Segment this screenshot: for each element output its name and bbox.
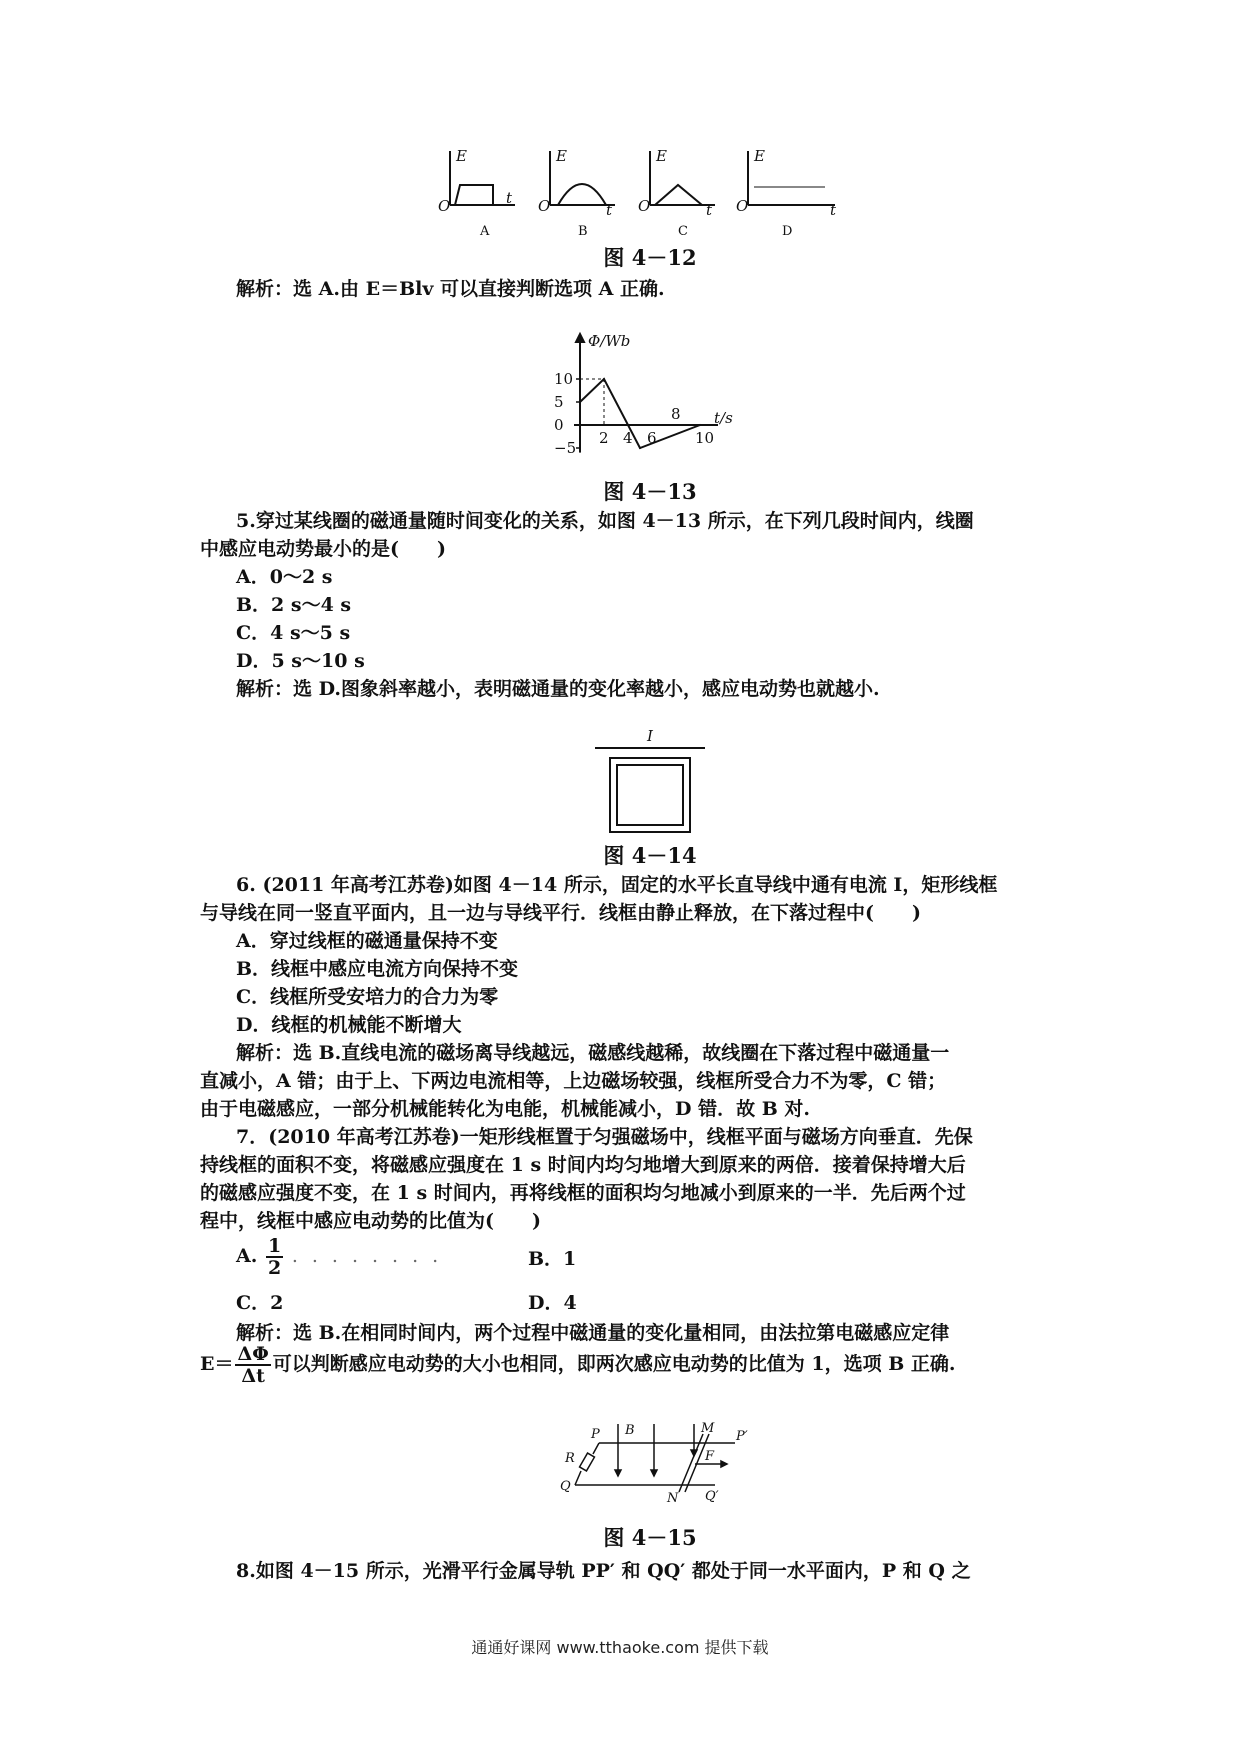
q7-option-a-fraction xyxy=(266,1236,283,1278)
q7-option-c: C．2 xyxy=(236,1292,284,1314)
q5-option-b: B．2 s～4 s xyxy=(236,594,352,616)
origin-label-c: O xyxy=(638,197,651,215)
x-tick-label: 8 xyxy=(671,405,681,423)
option-label-d: D xyxy=(782,224,793,239)
q5-stem-line2: 中感应电动势最小的是( ) xyxy=(200,538,446,560)
axis-e-label-b: E xyxy=(556,147,567,165)
origin-label-d: O xyxy=(736,197,749,215)
y-tick-label: 0 xyxy=(554,416,564,434)
label-n: N xyxy=(667,1491,679,1506)
label-b: B xyxy=(625,1423,635,1438)
figure-caption-4-12: 图 4－12 xyxy=(603,245,697,270)
x-tick-label: 4 xyxy=(623,429,633,447)
q7-stem-line3: 的磁感应强度不变，在 1 s 时间内，再将线框的面积均匀地减小到原来的一半．先后两个过 xyxy=(200,1182,966,1204)
axis-e-label-d: E xyxy=(754,147,765,165)
q6-option-a: A．穿过线框的磁通量保持不变 xyxy=(236,930,498,952)
x-tick-label: 10 xyxy=(695,429,715,447)
q7-stem-line1: 7．(2010 年高考江苏卷)一矩形线框置于匀强磁场中，线框平面与磁场方向垂直．先保 xyxy=(236,1126,973,1148)
current-label: I xyxy=(647,727,653,745)
q7-analysis-line2 xyxy=(200,1344,956,1386)
q7-option-d: D．4 xyxy=(528,1292,577,1314)
flux-series-line xyxy=(580,379,700,448)
q6-stem-line2: 与导线在同一竖直平面内，且一边与导线平行．线框由静止释放，在下落过程中( ) xyxy=(200,902,921,924)
q7-option-a-denominator: 2 xyxy=(267,1257,282,1279)
axis-t-label-c: t xyxy=(706,201,713,219)
q6-option-c: C．线框所受安培力的合力为零 xyxy=(236,986,499,1008)
axis-e-label-c: E xyxy=(656,147,667,165)
q7-analysis-text: 可以判断感应电动势的大小也相同，即两次感应电动势的比值为 1，选项 B 正确. xyxy=(272,1353,956,1375)
x-tick-label: 2 xyxy=(599,429,609,447)
origin-label-a: O xyxy=(438,197,451,215)
option-label-c: C xyxy=(678,224,688,239)
q8-stem-line1: 8.如图 4－15 所示，光滑平行金属导轨 PP′ 和 QQ′ 都处于同一水平面内，P 和 Q 之 xyxy=(236,1560,971,1582)
q5-option-a: A．0～2 s xyxy=(236,566,333,588)
option-label-b: B xyxy=(578,224,588,239)
q7-option-b: B．1 xyxy=(528,1248,577,1270)
page-footer: 通通好课网 www.tthaoke.com 提供下载 xyxy=(471,1638,769,1657)
axis-e-label-a: E xyxy=(456,147,467,165)
q5-analysis: 解析：选 D.图象斜率越小，表明磁通量的变化率越小，感应电动势也就越小. xyxy=(236,678,880,700)
y-tick-label: 10 xyxy=(554,370,574,388)
q7-option-a-dots: ........ xyxy=(291,1245,453,1267)
y-tick-label: 5 xyxy=(554,393,564,411)
y-axis-label: Φ/Wb xyxy=(588,332,631,350)
q5-option-c: C．4 s～5 s xyxy=(236,622,351,644)
q6-stem-line1: 6. (2011 年高考江苏卷)如图 4－14 所示，固定的水平长直导线中通有电流 I，矩形线框 xyxy=(236,874,998,896)
figure-4-13-chart xyxy=(530,330,760,465)
figure-4-15 xyxy=(555,1420,755,1515)
q7-option-a xyxy=(236,1236,452,1278)
q5-stem-line1: 5.穿过某线圈的磁通量随时间变化的关系，如图 4－13 所示，在下列几段时间内，线圈 xyxy=(236,510,974,532)
q6-analysis-line2: 直减小，A 错；由于上、下两边电流相等，上边磁场较强，线框所受合力不为零，C 错； xyxy=(200,1070,947,1092)
y-axis-arrow xyxy=(576,334,584,342)
figure-4-12 xyxy=(430,145,870,240)
label-r: R xyxy=(565,1451,575,1466)
q7-analysis-denominator: Δt xyxy=(241,1365,265,1387)
q7-analysis-prefix: E＝ xyxy=(200,1353,234,1375)
axis-t-label-d: t xyxy=(830,201,837,219)
option-label-a: A xyxy=(480,224,490,239)
q7-analysis-numerator: ΔΦ xyxy=(237,1343,269,1365)
q7-option-a-prefix: A. xyxy=(236,1245,258,1267)
y-tick-label: −5 xyxy=(554,439,577,457)
q6-analysis-line3: 由于电磁感应，一部分机械能转化为电能，机械能减小，D 错．故 B 对. xyxy=(200,1098,810,1120)
q7-stem-line2: 持线框的面积不变，将磁感应强度在 1 s 时间内均匀地增大到原来的两倍．接着保持增大后 xyxy=(200,1154,966,1176)
q6-analysis-line1: 解析：选 B.直线电流的磁场离导线越远，磁感线越稀，故线圈在下落过程中磁通量一 xyxy=(236,1042,950,1064)
origin-label-b: O xyxy=(538,197,551,215)
axis-t-label-b: t xyxy=(606,201,613,219)
label-q-prime: Q′ xyxy=(705,1489,719,1504)
q4-analysis: 解析：选 A.由 E＝Blv 可以直接判断选项 A 正确. xyxy=(236,278,665,300)
x-tick-label: 6 xyxy=(647,429,657,447)
q7-stem-line4: 程中，线框中感应电动势的比值为( ) xyxy=(200,1210,541,1232)
label-f: F xyxy=(705,1449,715,1464)
q6-option-d: D．线框的机械能不断增大 xyxy=(236,1014,462,1036)
label-m: M xyxy=(701,1421,715,1436)
axis-t-label-a: t xyxy=(506,189,513,207)
figure-4-14 xyxy=(595,726,705,836)
q7-option-a-numerator: 1 xyxy=(267,1235,282,1257)
q7-analysis-line1: 解析：选 B.在相同时间内，两个过程中磁通量的变化量相同，由法拉第电磁感应定律 xyxy=(236,1322,950,1344)
label-p-prime: P′ xyxy=(736,1429,748,1444)
x-axis-label: t/s xyxy=(714,409,733,427)
label-p: P xyxy=(591,1427,600,1442)
q7-analysis-fraction xyxy=(235,1344,270,1386)
figure-caption-4-13: 图 4－13 xyxy=(603,479,697,504)
q6-option-b: B．线框中感应电流方向保持不变 xyxy=(236,958,519,980)
figure-caption-4-14: 图 4－14 xyxy=(603,843,697,868)
label-q: Q xyxy=(560,1479,571,1494)
figure-caption-4-15: 图 4－15 xyxy=(603,1525,697,1550)
q5-option-d: D．5 s～10 s xyxy=(236,650,365,672)
